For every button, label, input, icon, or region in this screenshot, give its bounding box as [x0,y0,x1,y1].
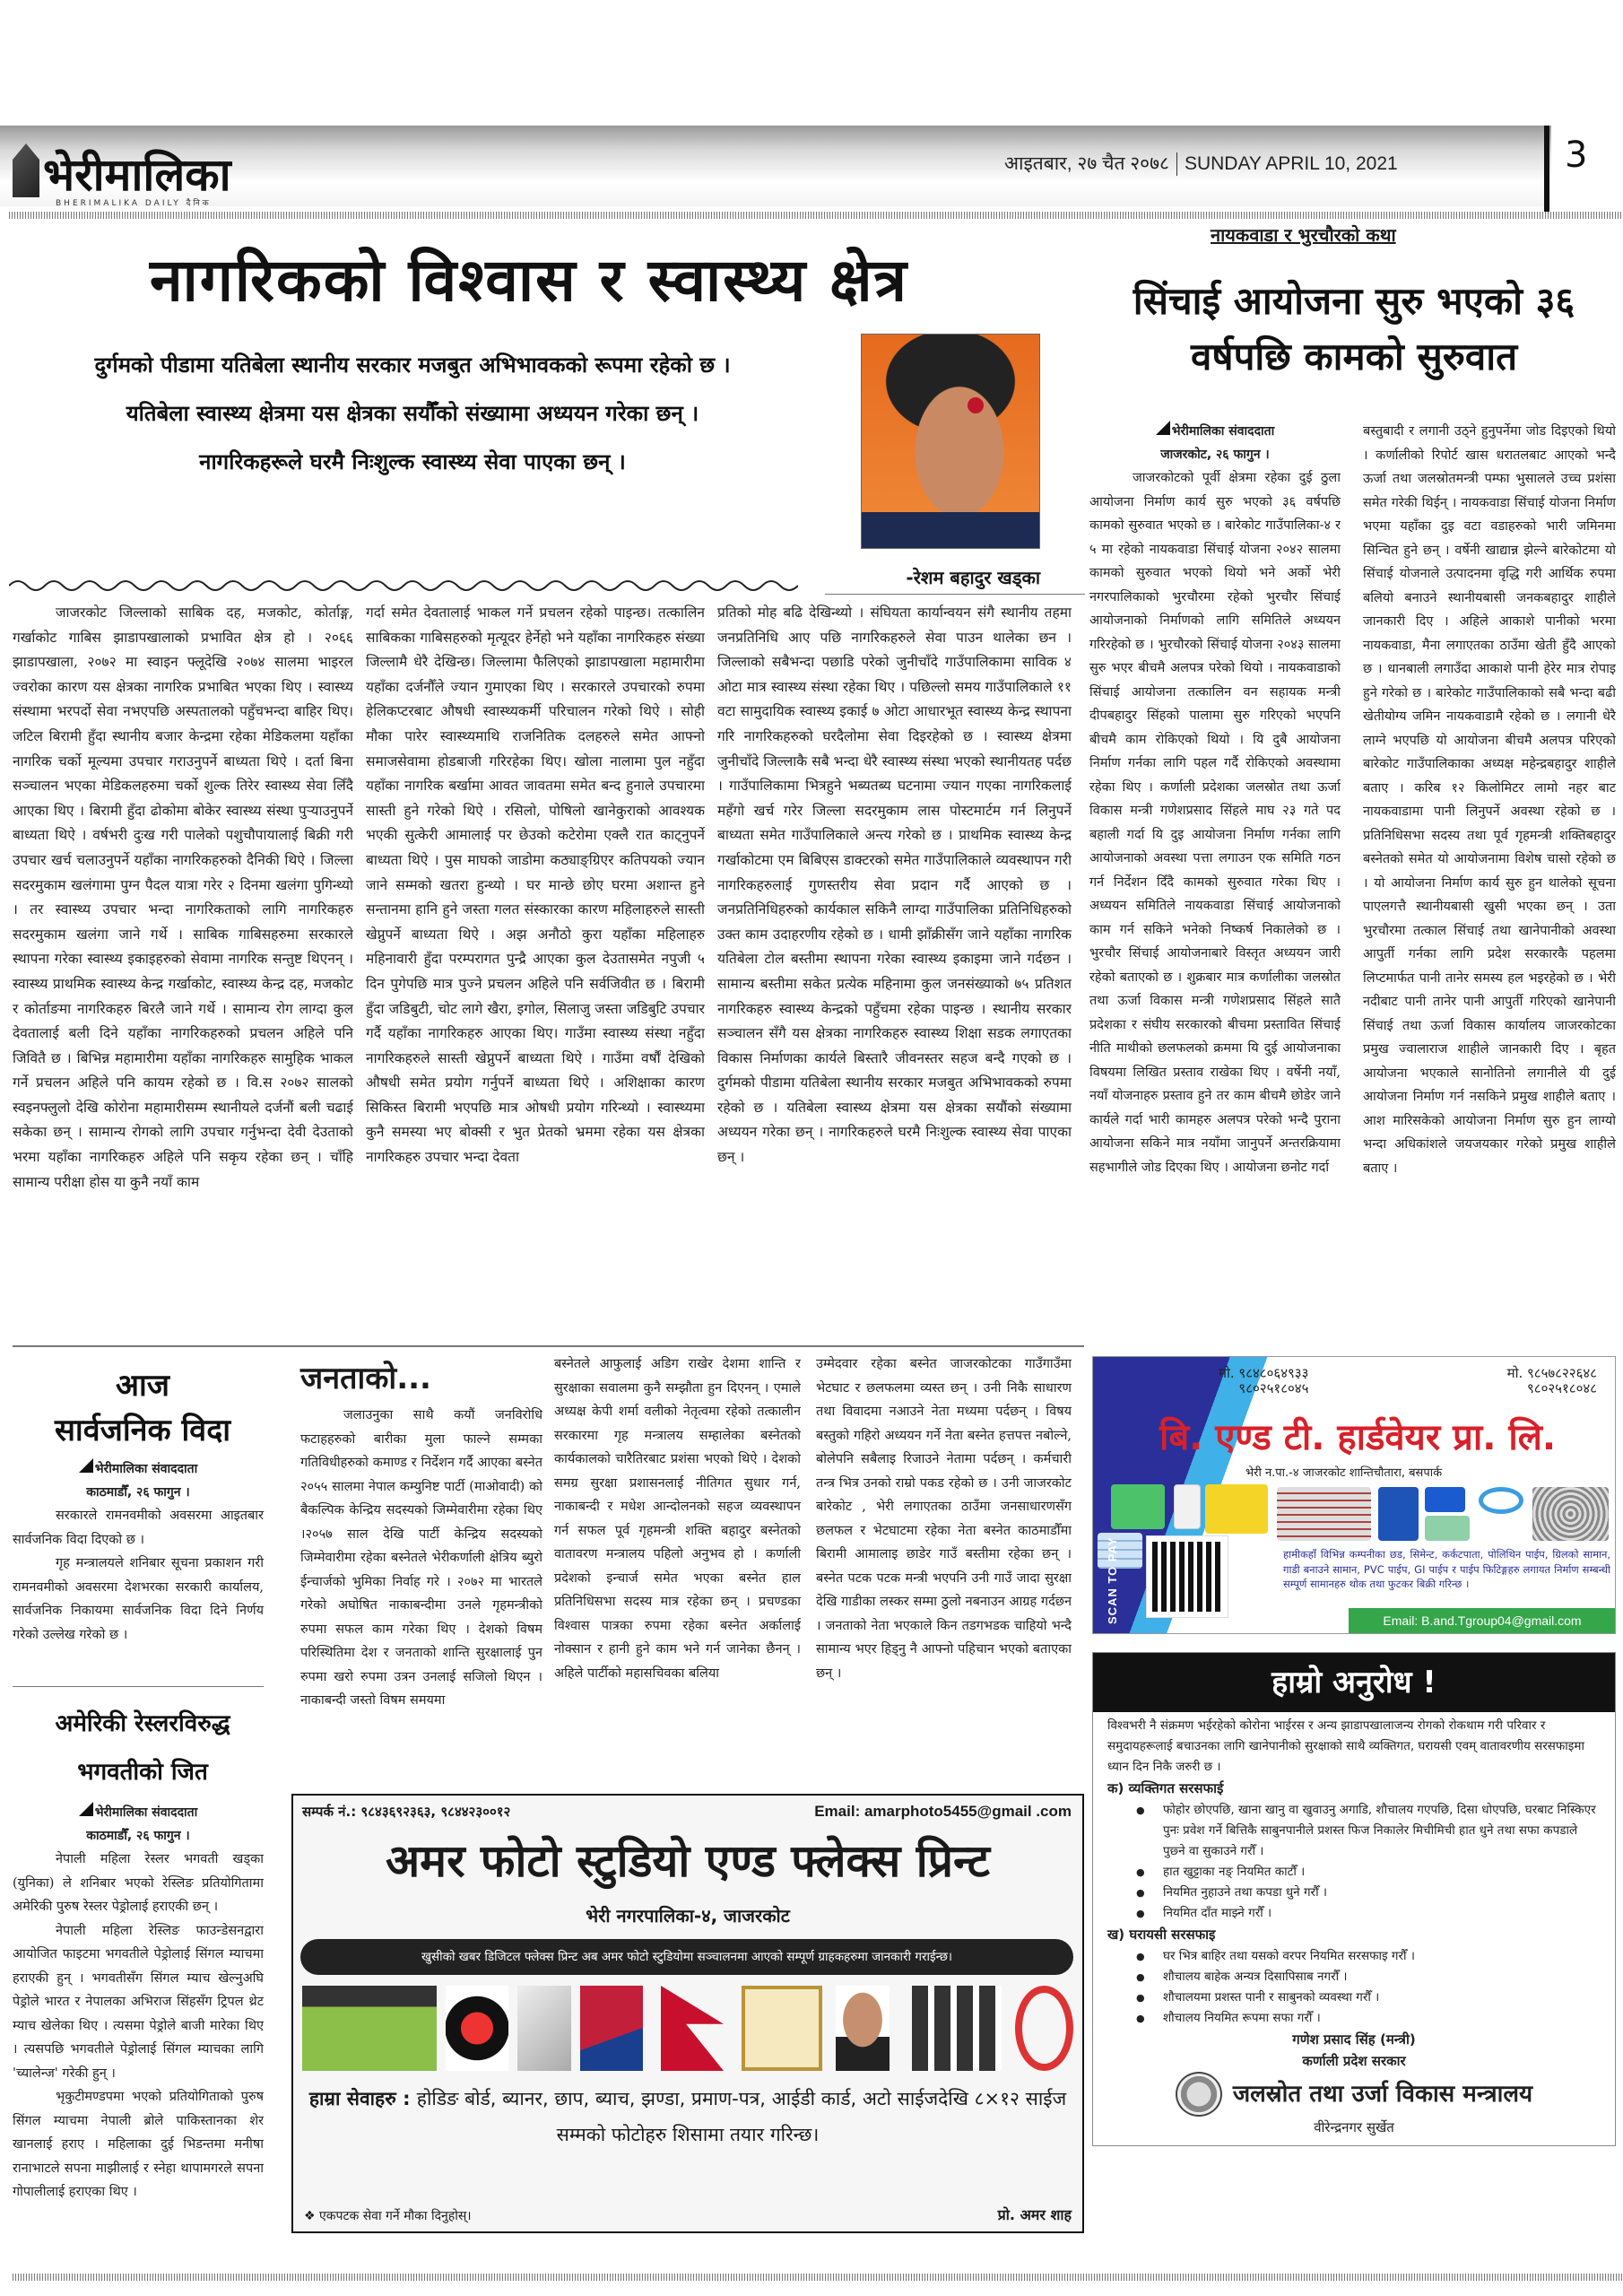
notice-section-b: ख) घरायसी सरसफाइ [1107,1926,1216,1943]
amar-contact: सम्पर्क नं.: ९८४३६९२३६३, ९८४४२३००१२ [302,1804,511,1820]
certificate-image [742,1986,822,2071]
phone-left: मो. ९८४८०६४९३३ ९८०२५१८०४५ [1219,1365,1309,1396]
list-item: ● शौचालयमा प्रशस्त पानी र साबुनको व्यवस्था गरौँ । [1107,1987,1601,2008]
ministry-row [1107,2072,1601,2117]
lead-column-3: प्रतिको मोह बढि देखिन्थ्यो । संघियता कार्यान्वयन संगै स्थानीय तहमा जनप्रतिनिधि आए पछि नागरिकहरुले सेवा पाउन थालेका छन । जिल्लाको सबैभन्दा पछाडि परेको जुनीचाँदे गाउँपालिकामा साविक ४ ओटा मात्र स्वास्थ्य संस्था रहेका थिए । पछिल्लो समय गाउँपालिकाले ११ वटा सामुदायिक स्वास्थ्य इकाई ७ ओटा आधारभूत स्वास्थ्य केन्द्र स्थापना गरि नागरिकहरुको घरदैलोमा सेवा दिइरहेको छ । स्वास्थ्य क्षेत्रमा जुनीचाँदे जिल्लाकै सबै भन्दा धेरै स्वास्थ्य संस्था भएको स्थानीयतह पर्दछ । गाउँपालिकामा भित्रहुने भब्यतब्य घटनामा ज्यान गएका नागरिकलाई महँगो खर्च गरेर जिल्ला सदरमुकाम लास पोस्टमार्टम गर्न लिनुपर्ने बाध्यता समेत गाउँपालिकाले अन्त्य गरेको छ । प्राथमिक स्वास्थ्य केन्द्र गर्खाकोटमा एम बिबिएस डाक्टरको समेत गाउँपालिकाले व्यवस्थापन गरी नागरिकहरुलाई गुणस्तरीय सेवा प्रदान गर्दै आएको छ । जनप्रतिनिधिहरुको कार्यकाल सकिनै लाग्दा गाउँपालिका प्रतिनिधिहरुको उक्त काम उदाहरणीय रहेको छ । धामी झाँक्रीसँग जाने यहाँका नागरिक यतिबेला टोल बस्तीमा स्थापना गरेका स्वास्थ्य इकाइमा जाने गर्दछन । सामान्य बस्तीमा सकेत प्रत्येक महिनामा कुल जनसंख्याको ७५ प्रतिशत नागरिकहरु स्वास्थ्य केन्द्रको पहुँचमा रहेका पाइन्छ । स्थानीय सरकार सञ्चालन सँगै यस क्षेत्रका नागरिकहरु स्वास्थ्य शिक्षा सडक लगाएतका विकास निर्माणका कार्यले बिस्तारै जीवनस्तर सहज बन्दै गएको छ । दुर्गमको पीडामा यतिबेला स्थानीय सरकार मजबुत अभिभावकको रुपमा रहेको छ । यतिबेला स्वास्थ्य क्षेत्रमा यस क्षेत्रका सयौंको संख्यामा अध्ययन गरेका छन् । नागरिकहरुले घरमै निःशुल्क स्वास्थ्य सेवा पाएका छन् । [717,604,1072,1166]
wave-divider [9,578,798,593]
irrigation-column-2: बस्तुबादी र लगानी उठ्ने हुनुपर्नेमा जोड दिइएको थियो । कर्णालीको रिपोर्ट खास धरातलबाट आएको भन्दै ऊर्जा तथा जलस्रोतमन्त्री पम्फा भुसालले उच्च प्रशंसा समेत गरेकी थिईन् । नायकवाडा सिंचाई योजना निर्माण भएमा यहाँका दुइ वटा वडाहरुको भारी जमिनमा सिन्चित हुने छन् । वर्षेनी खाद्यान्न झेल्ने बारेकोटमा यो सिंचाई योजनाले उत्पादनमा वृद्धि गरी आर्थिक रुपमा बलियो बनाउने स्थानीयबासी जनकबहादुर शाहीले जानकारी दिए । अहिले आकाशे पानीको भरमा नायकवाडा, मैना लगाएतका ठाउँमा खेती हुँदै आएको छ । धानबाली लगाउँदा आकाशे पानी हेरेर मात्र रोपाइ हुने गरेको छ । बारेकोट गाउँपालिकाको सबै भन्दा बढी खेतीयोग्य जमिन नायकवाडामै रहेको छ । लगानी धेरै लाग्ने भएपछि यो आयोजना बीचमै अलपत्र परिएको बारेकोट गाउँपालिकाका अध्यक्ष महेन्द्रबहादुर शाहीले बताए । करिब १२ किलोमिटर लामो नहर बाट नायकवाडामा पानी लिनुपर्ने अवस्था रहेको छ । प्रतिनिधिसभा सदस्य तथा पूर्व गृहमन्त्री शक्तिबहादुर बस्नेतको समेत यो आयोजनामा विशेष चासो रहेको छ । यो आयोजना निर्माण कार्य सुरु हुन थालेको सूचना पाएलगत्तै स्थानीयबासी खुसी भएका छन् । उता भुरचौरमा तत्काल सिंचाई तथा खानेपानीको अवस्था आपुर्ती गर्नका लागि प्रदेश सरकारकै पहलमा लिप्टमार्फत पानी तानेर समस्य हल भइरहेको छ । भेरी नदीबाट पानी तानेर पानी आपुर्ती गरिएको खानेपानी सिंचाई तथा ऊर्जा विकास कार्यालय जाजरकोटका प्रमुख ज्वालाराज शाहीले जानकारी दिए । बृहत आयोजना भएकाले सानोतिनो लगानीले यी दुई आयोजना निर्माण गर्न नसकिने प्रमुख शाहीले बताए । आश मारिसकेको आयोजना निर्माण सुरु हुन लाग्यो भन्दा अधिकांशले जयजयकार गरेको प्रमुख शाहीले बताए । [1363,424,1616,1176]
phone-right: मो. ९८५७८२२६४८ ९८०२५१८०४८ [1506,1365,1597,1396]
lead-column-1: जाजरकोट जिल्लाको साबिक दह, मजकोट, कोर्ताङ्ग, गर्खाकोट गाबिस झाडापखालाको प्रभावित क्षेत्र हो । २०६६ झाडापखाला, २०७२ मा स्वाइन फ्लूदेखि २०७४ सालमा भाइरल ज्वरोका कारण यस क्षेत्रका नागरिक प्रभाबित भएका थिए । स्वास्थ्य संस्थामा भरपर्दो सेवा नभएपछि अस्पतालको पहुँचभन्दा बाहिर थिए। जटिल बिरामी हुँदा स्थानीय बजार केन्द्रमा रहेका मेडिकलमा यहाँका नागरिक चर्को मूल्यमा उपचार गराउनुपर्ने बाध्यता थिऐ । दर्ता बिना सञ्चालन भएका मेडिकलहरुमा चर्को शुल्क तिरेर स्वास्थ्य सेवा लिँदै आएका थिए । बिरामी हुँदा ढोकोमा बोकेर स्वास्थ्य संस्था पुऱ्याउनुपर्ने बाध्यता थिऐ । वर्षभरी दुःख गरी पालेको पशुचौपायालाई बिक्री गरी उपचार खर्च चलाउनुपर्ने यहाँका नागरिकहरुको दैनिकी थिऐ । जिल्ला सदरमुकाम खलंगामा पुग्न पैदल यात्रा गरेर २ दिनमा खलंगा पुगिन्थ्यो । तर स्वास्थ्य उपचार भन्दा नागरिकताको लागि नागरिकहरु सदरमुकाम खलंगा जाने गर्थे । साबिक गाबिसहरुमा सरकारले स्थापना गरेका स्वास्थ्य इकाइहरुको सेवामा नागरिक सन्तुष्ट थिएनन् । स्वास्थ्य प्राथमिक स्वास्थ्य केन्द्र गर्खाकोट, स्वास्थ्य केन्द्र दह, मजकोट र कोर्ताङमा नागरिकहरु बिरलै जाने गर्थे । सामान्य रोग लाग्दा कुल देवतालाई बली दिने यहाँका नागरिकहरुको प्रचलन अहिले पनि जिवितै छ । बिभिन्न महामारीमा यहाँका नागरिकहरु सामुहिक भाकल गर्ने प्रचलन अहिले पनि कायम रहेको छ । वि.स २०७२ सालको स्वइनफ्लुलो देखि कोरोना महामारीसम्म स्थानीयले दर्जनौं बली चढाई सकेका छन् । सामान्य रोगको लागि उपचार गर्नुभन्दा देवी देउताको भरमा यहाँका नागरिकहरु अहिले पनि सकृय रहेका छन् । चाँहि सामान्य परीक्षा होस या कुनै नयाँ काम [13,604,353,1190]
medal-image [1015,1986,1073,2071]
amar-photo-advertisement[interactable] [291,1794,1084,2233]
hardware-description: हामीकहाँ विभिन्न कम्पनीका छड, सिमेन्ट, कर्कटपाता, पोलिथिन पाईप, ग्रिलको सामान, गाडी बनाउने सामान, PVC पाईप, GI पाईप र पाईप फिटिङ्गहरु लगायत निर्माण सम्बन्धी सम्पूर्ण सामानहरु थोक तथा फुटकर बिक्री गरिन्छ । [1283,1548,1610,1590]
notice-ministry: जलस्रोत तथा उर्जा विकास मन्त्रालय [1232,2081,1533,2108]
notice-section-a: क) व्यक्तिगत सरसफाई [1107,1780,1224,1796]
footer-hatch [13,2274,1622,2281]
section-divider [13,1345,1084,1347]
janata-headline: जनताको... [300,1361,431,1396]
holiday-headline: आज सार्वजनिक विदा [54,1368,231,1448]
amar-tagline: ❖ एकपटक सेवा गर्ने मौका दिनुहोस्। [304,2209,472,2223]
lead-headline: नागरिकको विश्वास र स्वास्थ्य क्षेत्र [150,246,908,315]
hose-image [1479,1487,1523,1514]
badge-image [517,1986,571,2071]
list-item: ● घर भित्र बाहिर तथा यसको वरपर नियमित सरसफाइ गरौँ । [1107,1946,1601,1967]
byline-rule [825,594,1085,595]
amar-announcement: खुसीको खबर डिजिटल फ्लेक्स प्रिन्ट अब अमर फोटो स्टुडियोमा सञ्चालनमा आएको सम्पूर्ण ग्राहकहरुमा जानकारी गराईन्छ। [300,1939,1073,1975]
story-divider [13,1686,264,1687]
flex-printer-image [302,1986,437,2071]
wrestling-headline: अमेरिकी रेस्लरविरुद्ध भगवतीको जित [55,1710,230,1786]
triangle-bullet-icon [1156,421,1170,435]
date-english: SUNDAY APRIL 10, 2021 [1184,153,1398,174]
hardware-address: भेरी न.पा.-४ जाजरकोट शान्तिचौतारा, बसपार्क [1245,1466,1443,1480]
tika-mark [968,397,984,413]
nepal-emblem-icon [1176,2072,1222,2117]
newspaper-logo[interactable] [13,127,231,201]
logo-emblem-icon [13,144,39,197]
water-pump-image [1425,1487,1465,1512]
wrestling-body: भेरीमालिका संवाददाता काठमाडौँ, २६ फागुन । नेपाली महिला रेस्लर भगवती खड्का (युनिका) ले शनिबार भएको रेस्लिङ प्रतियोगितामा अमेरिकी पुरुष रेस्लर पेड्रोलाई हराएकी छन् । नेपाली महिला रेस्लिङ फाउन्डेसनद्वारा आयोजित फाइटमा भगवतीले पेड्रोलाई सिंगल म्याचमा हराएकी हुन् । भगवतीसँग सिंगल म्याच खेल्नुअघि पेड्रोले भारत र नेपालका अभिराज सिंहसँग ट्रिपल थ्रेट म्याच खेलेका थिए । त्यसमा पेड्रोले बाजी मारेका थिए । त्यसपछि भगवतीले पेड्रोलाई सिंगल म्याचका लागि 'च्यालेन्ज' गरेकी हुन् । भृकुटीमण्डपमा भएको प्रतियोगिताको पुरुष सिंगल म्याचमा नेपाली ब्रोले पाकिस्तानका शेर खानलाई हराए । महिलाका दुई भिडन्तमा मनीषा रानाभाटले सपना माझीलाई र स्नेहा थापामगरले सपना गोपालीलाई हराएका थिए । [13,1801,264,2271]
notice-location: वीरेन्द्रनगर सुर्खेत [1314,2119,1394,2135]
author-photo [861,334,1040,549]
hardware-advertisement[interactable] [1092,1356,1616,1634]
lead-column-2: गर्दा समेत देवतालाई भाकल गर्ने प्रचलन रहेको पाइन्छ। तत्कालिन साबिकका गाबिसहरुको मृत्यूदर हेर्नेहो भने यहाँका नागरिकहरु संख्या जिल्लामै धेरै देखिन्छ। जिल्लामा फैलिएको झाडापखाला महामारीमा यहाँका दर्जनौँले ज्यान गुमाएका थिए । सरकारले उपचारको रुपमा हेलिकप्टरबाट औषधी स्वास्थ्यकर्मी परिचालन गरेको थिऐ । सोही मौका पारेर स्वास्थ्यमाथि राजनितिक दलहरुले समेत आफ्नो समाजसेवामा होडबाजी गरिरहेका थिए। खोला नालामा पुल नहुँदा यहाँका नागरिक बर्खामा आवत जावतमा समेत बन्द हुनाले उपचारमा सास्ती हुने गरेको थिऐ । रसिलो, पोषिलो खानेकुराको आवश्यक भएकी सुत्केरी आमालाई पर छेउको कटेरोमा एक्लै रात काट्नुपर्ने बाध्यता थिऐ । पुस माघको जाडोमा कठ्याङ्ग्रिएर कतिपयको ज्यान जाने सम्मको खतरा हुन्थ्यो । घर मान्छे छोए घरमा अशान्त हुने सन्तानमा हानि हुने जस्ता गलत संस्कारका कारण महिलाहरुले सास्ती खेप्नुपर्ने बाध्यता थिऐ । अझ अनौठो कुरा यहाँका महिलाहरु महिनावारी हुँदा परम्परागत पुन्द्रै आएका कुल देउतासमेत नपुजी ५ दिन पुगेपछि मात्र पुज्ने प्रचलन अहिले पनि सर्वजिवीत छ । बिरामी हुँदा जडिबुटी, चोट लागे खैरा, इगोल, सिलाजु जस्ता जडिबुटि उपचार गर्दै यहाँका नागरिकहरु आएका थिए। गाउँमा स्वास्थ्य संस्था नहुँदा नागरिकहरुले सास्ती खेप्नुपर्ने बाध्यता थिऐ । गाउँमा वर्षौं देखिको औषधी समेत प्रयोग गर्नुपर्ने बाध्यता थिऐ । अशिक्षाका कारण सिकिस्त बिरामी भएपछि मात्र ओषधी प्रयोग गरिन्थ्यो । स्वास्थ्यमा कुनै समस्या भए बोक्सी र भुत प्रेतको भ्रममा रहेका यस क्षेत्रका नागरिकहरु उपचार भन्दा देवता [366,604,705,1166]
toilet-image [1174,1484,1201,1529]
holiday-body: भेरीमालिका संवाददाता काठमाडौँ, २६ फागुन । सरकारले रामनवमीको अवसरमा आइतबार सार्वजनिक विदा दिएको छ । गृह मन्त्रालयले शनिबार सूचना प्रकाशन गरी रामनवमीको अवसरमा देशभरका सरकारी कार्यालय, सार्वजनिक निकायमा सार्वजनिक विदा दिने निर्णय गरेको उल्लेख गरेको छ । [13,1457,264,1647]
notice-government: कर्णाली प्रदेश सरकार [1302,2053,1406,2069]
amar-proprietor: प्रो. अमर शाह [997,2206,1072,2223]
pvc-pipes-image [1098,1533,1142,1569]
list-item: ● शौचालय बाहेक अन्यत्र दिसापिसाब नगरौँ । [1107,1967,1601,1987]
list-item: ● नियमित दाँत माझ्ने गरौँ । [1107,1903,1601,1924]
ribbon-image [580,1986,643,2071]
janata-column-3: उम्मेदवार रहेका बस्नेत जाजरकोटका गाउँगाउँमा भेटघाट र छलफलमा व्यस्त छन् । उनी निकै साधारण तथा विवादमा नआउने नेता मध्यमा पर्दछन् । विषय बस्तुको गहिरो अध्ययन गर्ने नेता बस्नेत हत्तपत्त नबोल्ने, बोलेपनि सबैलाइ रिजाउने नेतामा पर्दछन् । कर्मचारी तन्त्र भित्र उनको राम्रो पकड रहेको छ । उनी जाजरकोट बारेकोट , भेरी लगाएतका ठाउँमा जनसाधारणसँग छलफल र भेटघाटमा रहेका नेता बस्नेत काठमाडौँमा बिरामी आमालाइ छाडेर गाउँ बस्तीमा रहेका छन् । बस्नेत पटक पटक मन्त्री भएपनि उनी गाउँ जादा सुरक्षा देखि गाडीका लस्कर सम्मा ठुलो नबनाउन आग्रह गर्दछन । जनताको नेता भएकाले किन तडगभडक चाहियो भन्दै सामान्य भएर हिड्नु नै आफ्नो पहिचान भएको बताएका छन् । [816,1357,1072,1681]
irrigation-column-1: भेरीमालिका संवाददाता जाजरकोट, २६ फागुन । जाजरकोटको पूर्वी क्षेत्रमा रहेका दुई ठुला आयोजना निर्माण कार्य सुरु भएको ३६ वर्षपछि कामको सुरुवात भएको छ । बारेकोट गाउँपालिका-४ र ५ मा रहेको नायकवाडा सिंचाई योजना २०४२ सालमा कामको सुरुवात भएको थियो भने अर्को भेरी नगरपालिकाको भुरचौरमा रहेको भुरचौर सिंचाई आयोजनाको निर्माणको लागि समितिले अध्ययन गरिरहेको छ । भुरचौरको सिंचाई योजना २०४३ सालमा सुरु भएर बीचमै अलपत्र परेको थियो । नायकवाडाको सिंचाई आयोजना तत्कालिन वन सहायक मन्त्री दीपबहादुर सिंहको पालामा सुरु गरिएको भएपनि बीचमै काम रोकिएको थियो । यि दुबै आयोजना निर्माण गर्नका लागि पहल गर्दै रोकिएको अवस्थामा रहेका थिए । कर्णाली प्रदेशका जलस्रोत तथा ऊर्जा विकास मन्त्री गणेशप्रसाद सिंहले माघ २३ गते पद बहाली गर्दा यि दुइ आयोजना निर्माण गर्नका लागि आयोजनाको अवस्था पत्ता लगाउन एक समिति गठन गर्न निर्देशन दिँदै कामको सुरुवात गरेका थिए । अध्ययन समितिले नायकवाडा सिंचाई आयोजनाको काम गर्न सकिने भनेको निष्कर्ष निकालेको छ । भुरचौर सिंचाई आयोजनाबारे विस्तृत अध्ययन जारी रहेको बताएको छ । शुक्रबार मात्र कर्णालीका जलस्रोत तथा ऊर्जा विकास मन्त्री गणेशप्रसाद सिंहले सातै प्रदेशका र संघीय सरकारको बीचमा प्रस्तावित सिंचाई नीति माथीको छलफलको क्रममा यि दुई आयोजनाका विषयमा लिखित प्रस्ताव राखेका थिए । वर्षेनी नयाँ, नयाँ योजनाहरु प्रस्ताव हुने तर काम बीचमै छोडेर जाने कार्यले गर्दा भारी कामहरु अलपत्र परेको भन्दै पुराना आयोजना सकिने मात्र नयाँमा जानुपर्ने अन्तरक्रियामा सहभागीले जोड दिएका थिए । आयोजना छनोट गर्दा [1089,420,1341,1321]
pipe-fittings-image [1111,1484,1165,1529]
nepal-flag-image [661,1986,724,2071]
passport-photo-image [836,1986,890,2071]
amar-bottom [293,2081,1082,2231]
amar-name: अमर फोटो स्टुडियो एण्ड फ्लेक्स प्रिन्ट [385,1835,991,1887]
hatch-divider [9,212,1623,219]
reporter-credit: भेरीमालिका संवाददाता [1089,420,1341,443]
list-item: ● फोहोर छोएपछि, खाना खानु वा खुवाउनु अगाडि, शौचालय गएपछि, दिसा धोएपछि, घरबाट निस्किएर पुनः प्रवेश गर्ने बित्तिकै साबुनपानीले प्रशस्त फिज निकालेर मिचीमिची हात धुने तथा सफा कपडाले पुछ्ने वा सुकाउने गरौँ । [1107,1800,1601,1862]
photo-shirt [862,512,1039,548]
public-notice [1092,1652,1616,2146]
date-nepali: आइतबार, २७ चैत २०७८ [1004,153,1169,174]
janata-column-1: जलाउनुका साथै कयौं जनविरोधि फटाहहरुको बारीका मुला फाल्ने सम्मका गतिविधीहरुको कमाण्ड र निर्देशन गर्दै आएका बस्नेत २०५५ सालमा नेपाल कम्युनिष्ट पार्टी (माओवादी) को बैकल्पिक केन्द्रिय सदस्यको जिम्मेवारीमा रहेका थिए ।२०५७ साल देखि पार्टी केन्द्रिय सदस्यको जिम्मेवारीमा रहेका बस्नेतले भेरीकर्णाली क्षेत्रिय ब्युरो ईन्चार्जको भुमिका निर्वाह गरे । २०७२ मा भारतले गरेको अघोषित नाकाबन्दीमा उनले गृहमन्त्रीको रुपमा सफल काम गरेका थिए । देशको विषम परिस्थितिमा देश र जनताको शान्ति सुरक्षालाई पुन रुपमा खरो रुपमा उत्रन उनलाई सजिलो थिएन । नाकाबन्दी जस्तो विषम समयमा [300,1408,542,1708]
notice-list-b [1107,1946,1601,2029]
amar-services: हाम्रा सेवाहरु : होडिङ बोर्ड, ब्यानर, छाप, ब्याच, झण्डा, प्रमाण-पत्र, आईडी कार्ड, अटो साईजदेखि ८×१२ साईज सम्मको फोटोहरु शिसामा तयार गरिन्छ। [308,2088,1067,2145]
story-dateline: जाजरकोट, २६ फागुन । [1160,448,1270,462]
notice-list-a [1107,1800,1601,1924]
amar-email[interactable]: Email: amarphoto5455@gmail .com [814,1803,1072,1820]
lead-author: -रेशम बहादुर खड्का [906,567,1040,588]
lead-summary: दुर्गमको पीडामा यतिबेला स्थानीय सरकार मजबुत अभिभावकको रूपमा रहेको छ । यतिबेला स्वास्थ्य क्षेत्रमा यस क्षेत्रका सयौँको संख्यामा अध्ययन गरेका छन् । नागरिकहरूले घरमै निःशुल्क स्वास्थ्य सेवा पाएका छन् । [94,352,731,474]
janata-column-2: बस्नेतले आफुलाई अडिग राखेर देशमा शान्ति र सुरक्षाका सवालमा कुनै सम्झौता हुन दिएनन् । एमाले अध्यक्ष केपी शर्मा वलीको नेतृत्वमा रहेको तत्कालीन सरकारमा गृह मन्त्रालय सम्हालेका बस्नेतको कार्यकालको चारैतिरबाट प्रशंसा भएको थिऐ । देशको समग्र सुरक्षा प्रशासनलाई नीतिगत सुधार गर्न, नाकाबन्दी र मधेश आन्दोलनको सहज व्यवस्थापन गर्न सफल पूर्व गृहमन्त्री शक्ति बहादुर बस्नेतको वातावरण मन्त्रालय पहिलो अनुभव हो । कर्णाली प्रदेशको इन्चार्ज समेत भएका बस्नेत हाल प्रतिनिधिसभा सदस्य मात्र रहेका छन् । प्रचण्डका विश्वास पात्रका रुपमा रहेका बस्नेत अर्कालाई नोक्सान र हानी हुने काम भने गर्न जानेका छैनन् । अहिले पार्टीको महासचिवका बलिया [554,1357,801,1681]
amar-footer [304,2205,1072,2226]
squat-pan-image [1425,1516,1470,1541]
date-divider [1176,152,1177,176]
triangle-bullet-icon [79,1802,93,1816]
dateline [1004,151,1398,176]
roofing-sheets-image [1277,1487,1371,1541]
water-tank-image [1378,1487,1419,1541]
irrigation-kicker: नायकवाडा र भुरचौरको कथा [1211,224,1396,246]
page-number: 3 [1565,135,1588,176]
hardware-email[interactable]: Email: B.and.Tgroup04@gmail.com [1349,1608,1616,1634]
amar-location: भेरी नगरपालिका-४, जाजरकोट [586,1905,790,1926]
notice-title: हाम्रो अनुरोध ! [1093,1653,1615,1712]
qr-code[interactable] [1147,1536,1228,1617]
cement-bags-image [1205,1484,1268,1534]
notice-intro: विश्वभरी नै संक्रमण भईरहेको कोरोना भाईरस र अन्य झाडापखालाजन्य रोगको रोकथाम गरी परिवार र समुदायहरूलाई बचाउनका लागि खानेपानीको सुरक्षाको साथै व्यक्तिगत, घरायसी एवम् वातावरणीय सरसफाइमा ध्यान दिन निकै जरुरी छ । [1107,1718,1584,1774]
irrigation-headline: सिंचाई आयोजना सुरु भएको ३६ वर्षपछि कामको सुरुवात [1133,279,1575,378]
list-item: ● शौचालय नियमित रूपमा सफा गरौँ । [1107,2008,1601,2029]
scan-to-pay-label: SCAN TO PAY [1106,1536,1119,1624]
logo-subtitle: BHERIMALIKA DAILY दैनिक [56,199,212,208]
logo-text: भेरीमालिका [43,149,231,201]
list-item: ● हात खुट्टाका नङ् नियमित काटौँ । [1107,1862,1601,1883]
page-number-bar [1544,126,1549,215]
notice-signatory: गणेश प्रसाद सिंह (मन्त्री) [1292,2031,1416,2048]
hardware-brand: बि. एण्ड टी. हार्डवेयर प्रा. लि. [1159,1417,1557,1458]
triangle-bullet-icon [79,1458,93,1473]
steel-rods-image [1532,1487,1609,1541]
stamp-image [446,1986,508,2071]
list-item: ● नियमित नुहाउने तथा कपडा धुने गरौँ । [1107,1883,1601,1903]
photo-strip-image [912,1986,1002,2071]
